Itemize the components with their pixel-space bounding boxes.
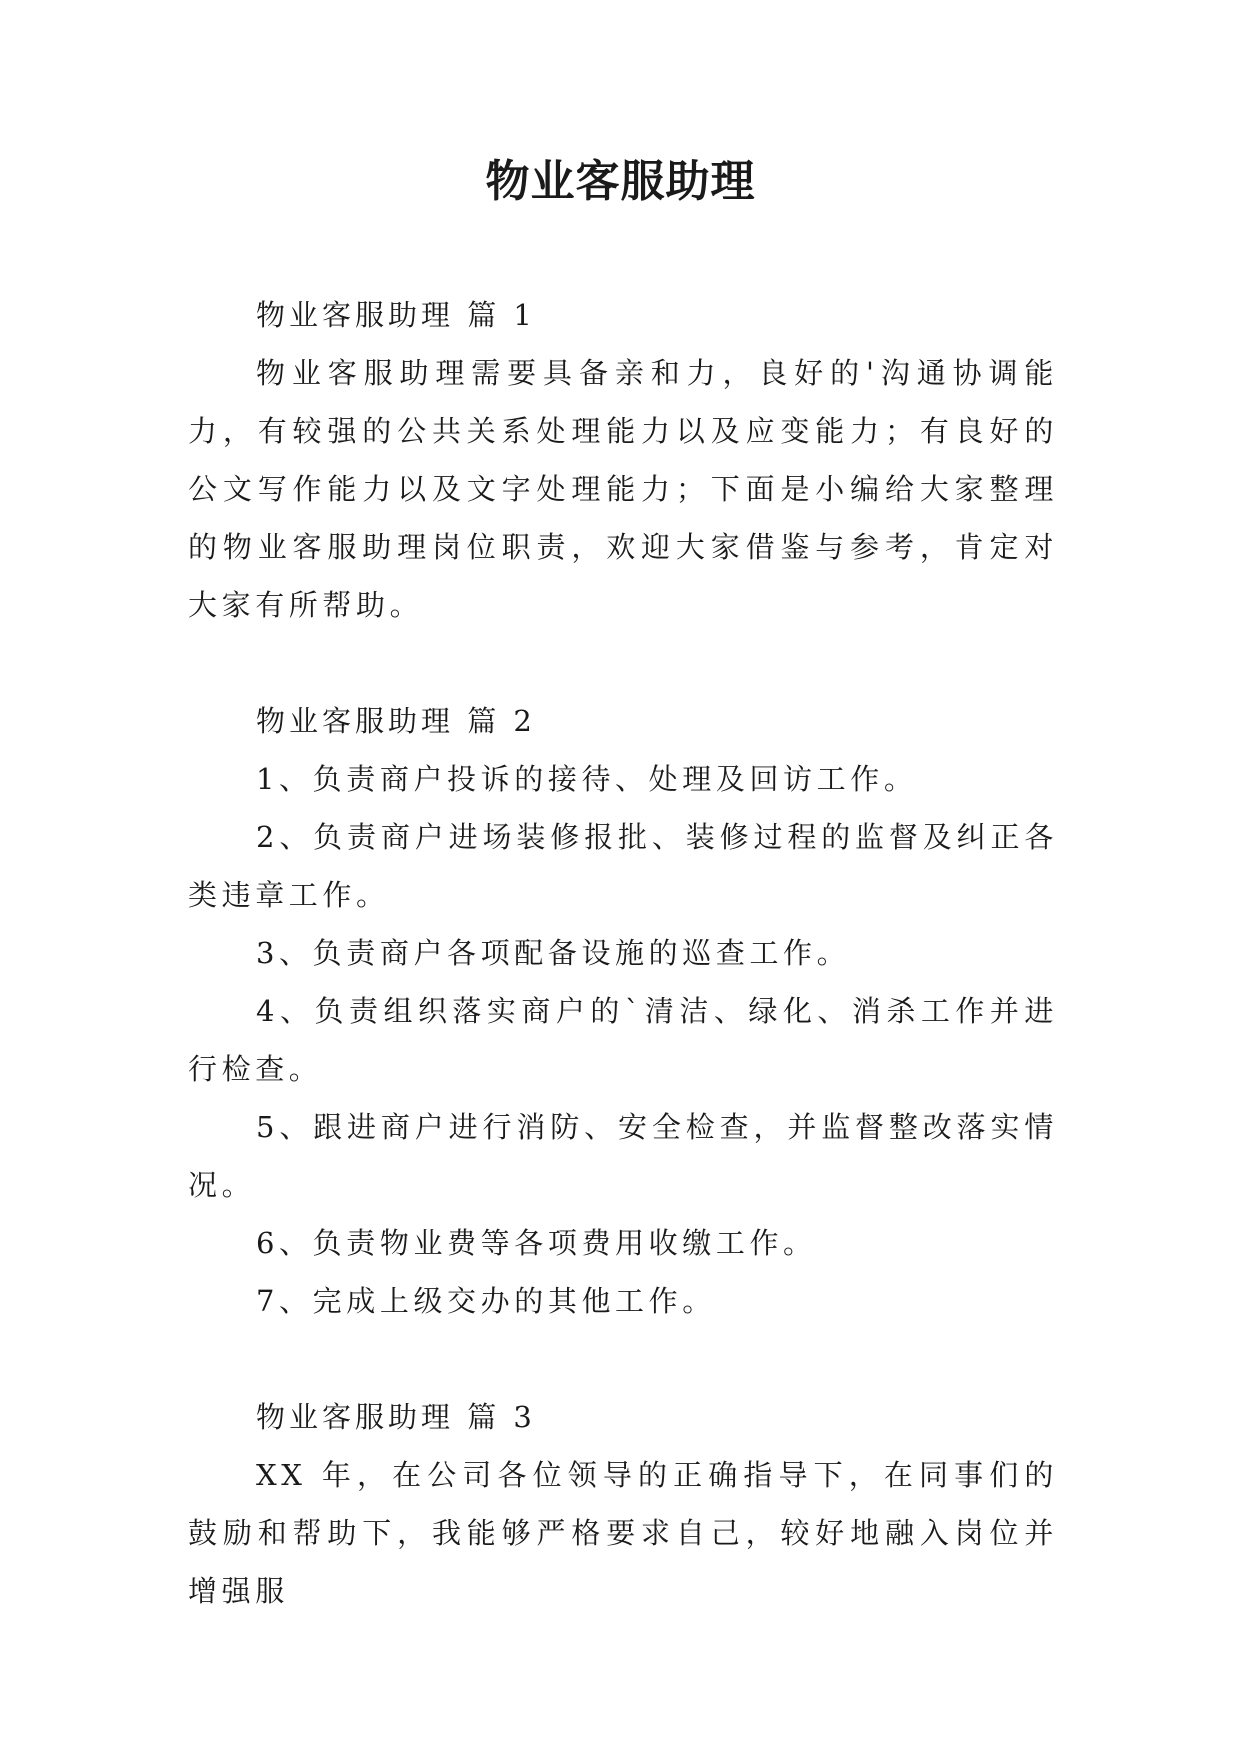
section-spacer <box>188 1330 1058 1388</box>
list-item: 3、负责商户各项配备设施的巡查工作。 <box>256 936 851 970</box>
list-item: 7、完成上级交办的其他工作。 <box>256 1284 716 1318</box>
section-3 <box>188 1388 1058 1620</box>
section-heading: 物业客服助理 篇 1 <box>256 298 536 332</box>
list-item: 2、负责商户进场装修报批、装修过程的监督及纠正各类违章工作。 <box>188 820 1058 912</box>
paragraph: XX 年，在公司各位领导的正确指导下，在同事们的鼓励和帮助下，我能够严格要求自己，较好地融入岗位并增强服 <box>188 1458 1058 1608</box>
section-spacer <box>188 634 1058 692</box>
paragraph: 物业客服助理需要具备亲和力，良好的'沟通协调能力，有较强的公共关系处理能力以及应变能力；有良好的公文写作能力以及文字处理能力；下面是小编给大家整理的物业客服助理岗位职责，欢迎大家借鉴与参考，肯定对大家有所帮助。 <box>188 356 1058 622</box>
list-item: 5、跟进商户进行消防、安全检查，并监督整改落实情况。 <box>188 1110 1058 1202</box>
list-item: 6、负责物业费等各项费用收缴工作。 <box>256 1226 817 1260</box>
section-heading: 物业客服助理 篇 2 <box>256 704 536 738</box>
document-body <box>188 286 1058 1620</box>
list-item: 1、负责商户投诉的接待、处理及回访工作。 <box>256 762 918 796</box>
section-1 <box>188 286 1058 634</box>
list-item: 4、负责组织落实商户的`清洁、绿化、消杀工作并进行检查。 <box>188 994 1058 1086</box>
document-title: 物业客服助理 <box>485 156 756 207</box>
section-heading: 物业客服助理 篇 3 <box>256 1400 536 1434</box>
section-2 <box>188 692 1058 1330</box>
